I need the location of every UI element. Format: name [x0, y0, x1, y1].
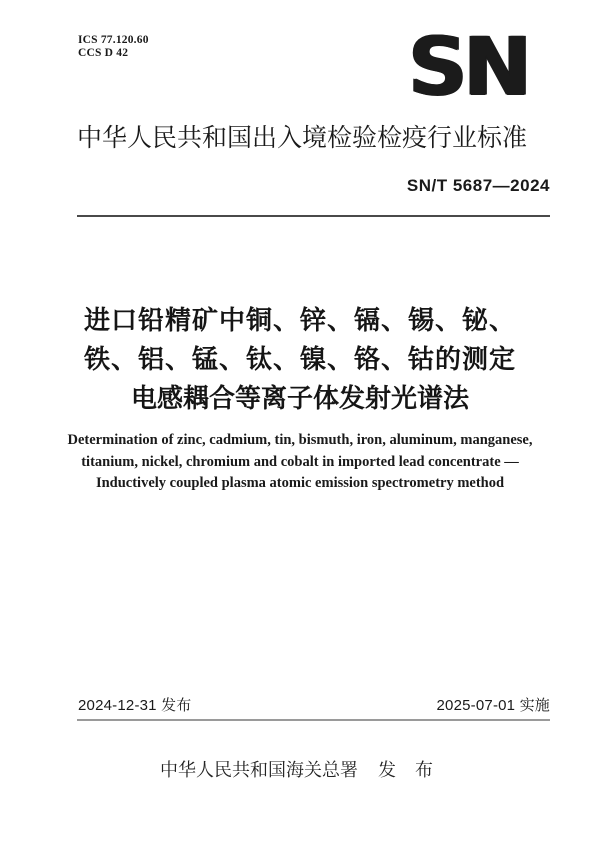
top-divider-rule: [77, 215, 550, 217]
title-chinese: [0, 301, 600, 418]
dates-row: [78, 694, 550, 715]
ics-code: ICS 77.120.60: [78, 34, 149, 46]
standard-type-heading: 中华人民共和国出入境检验检疫行业标准: [77, 124, 528, 152]
title-cn-line-2: 铁、铝、锰、钛、镍、铬、钴的测定: [83, 344, 516, 374]
ccs-code: CCS D 42: [78, 47, 129, 59]
title-cn-line-3: 电感耦合等离子体发射光谱法: [130, 383, 469, 413]
classification-codes: [78, 34, 149, 60]
standard-number: SN/T 5687—2024: [406, 176, 550, 195]
issue-date: 2024-12-31 发布: [78, 697, 192, 714]
implementation-date: 2025-07-01 实施: [436, 697, 550, 714]
title-english: [0, 430, 600, 495]
bottom-divider-rule: [77, 719, 550, 721]
title-en-line-2: titanium, nickel, chromium and cobalt in imported lead concentrate —: [81, 453, 519, 470]
title-cn-line-1: 进口铅精矿中铜、锌、镉、锡、铋、: [83, 305, 516, 335]
title-en-line-3: Inductively coupled plasma atomic emission spectrometry method: [95, 475, 505, 491]
publisher-name: 中华人民共和国海关总署: [159, 760, 358, 780]
sn-logo: SN: [408, 20, 528, 115]
title-en-line-1: Determination of zinc, cadmium, tin, bismuth, iron, aluminum, manganese,: [67, 432, 533, 448]
publisher-row: [0, 756, 600, 782]
release-label: 发 布: [377, 760, 440, 780]
